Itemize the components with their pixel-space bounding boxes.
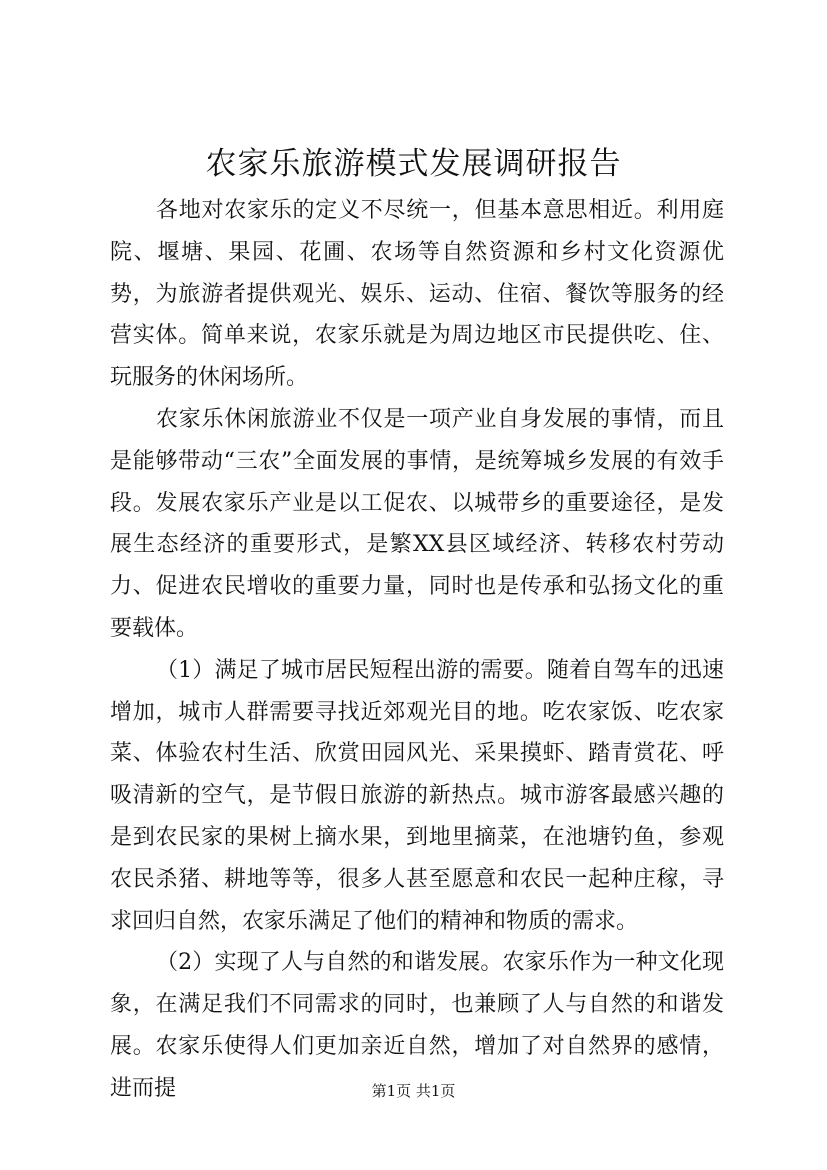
paragraph-2: 农家乐休闲旅游业不仅是一项产业自身发展的事情，而且是能够带动“三农”全面发展的事情，是统筹城乡发展的有效手段。发展农家乐产业是以工促农、以城带乡的重要途径，是发展生态经济的重要形式，是繁XX县区域经济、转移农村劳动力、促进农民增收的重要力量，同时也是传承和弘扬文化的重要载体。: [110, 406, 724, 641]
document-body: [110, 190, 724, 1110]
document-title: 农家乐旅游模式发展调研报告: [205, 146, 622, 182]
page-footer: 第1页 共1页: [371, 1082, 456, 1100]
paragraph-3: （1）满足了城市居民短程出游的需要。随着自驾车的迅速增加，城市人群需要寻找近郊观光目的地。吃农家饭、吃农家菜、体验农村生活、欣赏田园风光、采果摸虾、踏青赏花、呼吸清新的空气，是节假日旅游的新热点。城市游客最感兴趣的是到农民家的果树上摘水果，到地里摘菜，在池塘钓鱼，参观农民杀猪、耕地等等，很多人甚至愿意和农民一起种庄稼，寻求回归自然，农家乐满足了他们的精神和物质的需求。: [110, 657, 724, 934]
paragraph-4: （2）实现了人与自然的和谐发展。农家乐作为一种文化现象，在满足我们不同需求的同时，也兼顾了人与自然的和谐发展。农家乐使得人们更加亲近自然，增加了对自然界的感情，进而提: [110, 950, 724, 1101]
paragraph-1: 各地对农家乐的定义不尽统一，但基本意思相近。利用庭院、堰塘、果园、花圃、农场等自然资源和乡村文化资源优势，为旅游者提供观光、娱乐、运动、住宿、餐饮等服务的经营实体。简单来说，农家乐就是为周边地区市民提供吃、住、玩服务的休闲场所。: [110, 198, 724, 391]
